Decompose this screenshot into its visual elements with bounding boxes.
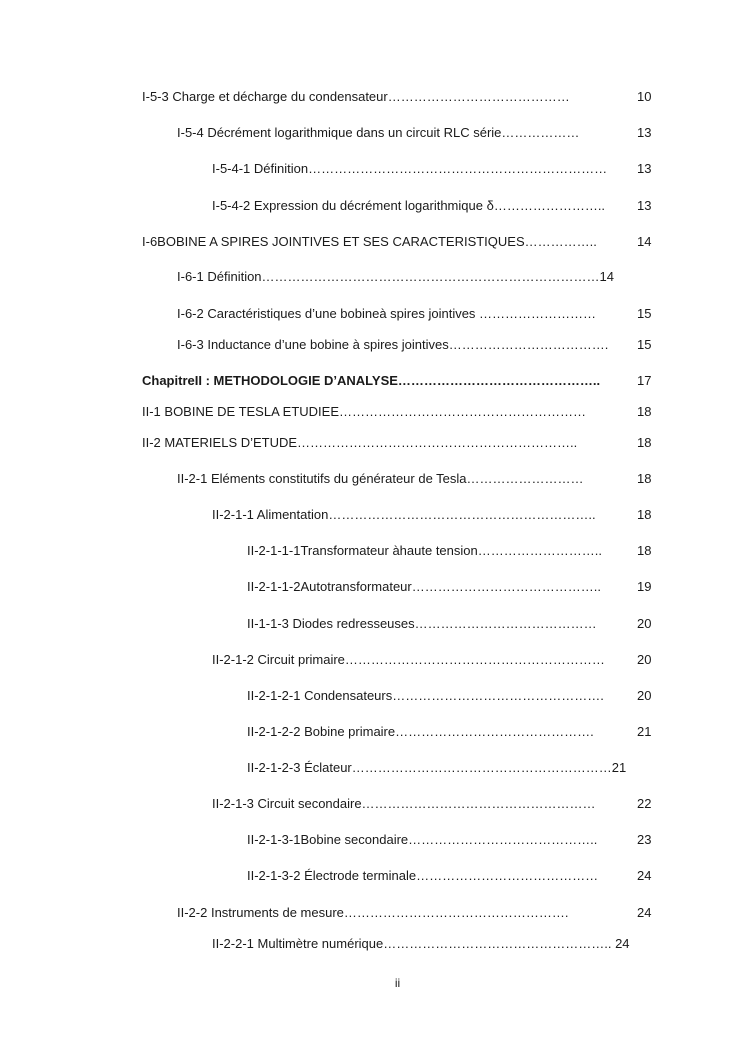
toc-entry [212, 507, 596, 523]
toc-page-number: 23 [637, 832, 652, 847]
toc-page-number: 13 [637, 198, 652, 213]
toc-entry-text: II-2-2-1 Multimètre numérique…………………………………………….. 24 [212, 936, 630, 951]
toc-entry-text: II-1-1-3 Diodes redresseuses…………………………………… [247, 616, 597, 631]
toc-entry-text: II-2-1-1-1Transformateur àhaute tension……………………….. [247, 543, 602, 558]
toc-entry-text: II-2-1-3 Circuit secondaire……………………………………………… [212, 796, 596, 811]
toc-page-number: 18 [637, 471, 652, 486]
toc-entry-text: II-2-1-2-3 Éclateur……………………………………………………21 [247, 760, 627, 775]
toc-page-number: 15 [637, 306, 652, 321]
toc-entry [247, 579, 601, 595]
toc-entry [212, 936, 630, 952]
toc-entry [177, 269, 614, 285]
toc-page-number: 20 [637, 616, 652, 631]
toc-entry [177, 125, 579, 141]
toc-entry [247, 616, 597, 632]
toc-entry [212, 796, 596, 812]
toc-page-number: 24 [637, 868, 652, 883]
toc-entry [142, 234, 597, 250]
toc-entry-text: I-6-1 Définition……………………………………………………………………14 [177, 269, 614, 284]
toc-page-number: 21 [637, 724, 652, 739]
toc-entry [177, 306, 596, 322]
toc-entry [247, 688, 604, 704]
toc-entry-text: II-2 MATERIELS D’ETUDE……………………………………………………….. [142, 435, 578, 450]
toc-page-number: 17 [637, 373, 652, 388]
toc-page-number: 22 [637, 796, 652, 811]
toc-entry-text: II-2-1-2-1 Condensateurs…………………………………………. [247, 688, 604, 703]
toc-page-number: 13 [637, 125, 652, 140]
toc-entry-text: I-5-4 Décrément logarithmique dans un circuit RLC série……………… [177, 125, 580, 140]
toc-entry-text: ChapitreII : METHODOLOGIE D’ANALYSE……………………………………….. [142, 373, 601, 388]
toc-page-number: 20 [637, 652, 652, 667]
toc-entry [212, 161, 607, 177]
toc-page-number: 18 [637, 507, 652, 522]
toc-entry-text: I-6BOBINE A SPIRES JOINTIVES ET SES CARACTERISTIQUES…………….. [142, 234, 597, 249]
toc-entry [142, 404, 586, 420]
toc-entry-text: II-2-1-1 Alimentation…………………………………………………….. [212, 507, 596, 522]
toc-entry-text: II-2-1-2 Circuit primaire…………………………………………………… [212, 652, 605, 667]
toc-entry-text: II-2-1-3-1Bobine secondaire…………………………………….. [247, 832, 598, 847]
toc-page-number: 18 [637, 404, 652, 419]
toc-entry [247, 760, 626, 776]
footer-page-number: ii [394, 976, 401, 990]
toc-entry-text: I-5-4-1 Définition…………………………………………………………… [212, 161, 608, 176]
toc-entry-text: II-2-1-2-2 Bobine primaire………………………………………. [247, 724, 594, 739]
toc-page-number: 19 [637, 579, 652, 594]
toc-entry-chapter [142, 373, 600, 389]
toc-page-number: 24 [637, 905, 652, 920]
toc-entry-text: II-2-1 Eléments constitutifs du générateur de Tesla……………………… [177, 471, 584, 486]
toc-page-number: 15 [637, 337, 652, 352]
toc-entry [142, 89, 570, 105]
toc-entry [177, 471, 584, 487]
toc-page-number: 20 [637, 688, 652, 703]
toc-entry-text: II-2-1-3-2 Électrode terminale…………………………………… [247, 868, 599, 883]
toc-entry [142, 435, 577, 451]
toc-entry-text: I-6-3 Inductance d’une bobine à spires jointives………………………………. [177, 337, 609, 352]
toc-entry-text: I-5-3 Charge et décharge du condensateur…………………………………… [142, 89, 570, 104]
toc-entry-text: II-2-2 Instruments de mesure……………………………………………. [177, 905, 569, 920]
toc-entry [177, 337, 608, 353]
toc-entry-text: I-6-2 Caractéristiques d’une bobineà spires jointives ……………………… [177, 306, 597, 321]
toc-entry-text: I-5-4-2 Expression du décrément logarithmique δ…………………….. [212, 198, 606, 213]
toc-entry-text: II-2-1-1-2Autotransformateur…………………………………….. [247, 579, 601, 594]
toc-page-number: 14 [637, 234, 652, 249]
toc-page-number: 18 [637, 435, 652, 450]
toc-entry [212, 198, 605, 214]
toc-entry [247, 868, 598, 884]
toc-page-number: 13 [637, 161, 652, 176]
toc-entry-text: II-1 BOBINE DE TESLA ETUDIEE………………………………………………… [142, 404, 586, 419]
toc-entry [177, 905, 569, 921]
toc-entry [247, 832, 597, 848]
toc-entry [247, 724, 594, 740]
toc-entry [212, 652, 605, 668]
toc-page-number: 10 [637, 89, 652, 104]
toc-page-number: 18 [637, 543, 652, 558]
toc-entry [247, 543, 602, 559]
